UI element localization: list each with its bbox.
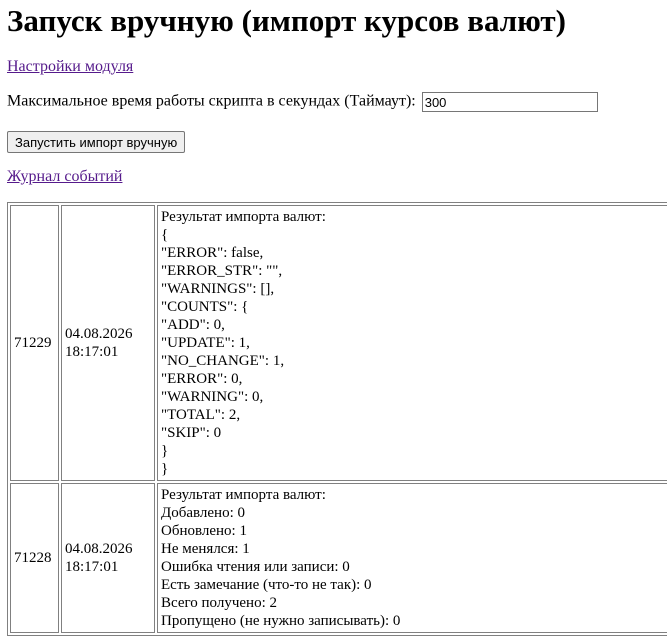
timeout-label: Максимальное время работы скрипта в секундах (Таймаут):: [7, 92, 416, 110]
message-line: Обновлено: 1: [161, 523, 247, 539]
message-line: Не менялся: 1: [161, 541, 250, 557]
message-line: "COUNTS": {: [161, 299, 249, 315]
event-datetime: [61, 483, 155, 633]
event-time: 18:17:01: [65, 344, 119, 360]
message-line: "WARNINGS": [],: [161, 281, 275, 297]
event-id: 71228: [10, 483, 59, 633]
event-datetime: [61, 205, 155, 481]
event-log-link[interactable]: Журнал событий: [7, 168, 123, 185]
message-line: "ERROR": false,: [161, 245, 264, 261]
message-line: Результат импорта валют:: [161, 209, 326, 225]
message-line: {: [161, 227, 169, 243]
event-date: 04.08.2026: [65, 326, 133, 342]
event-id: 71229: [10, 205, 59, 481]
event-date: 04.08.2026: [65, 541, 133, 557]
event-message: [157, 483, 667, 633]
table-row: [10, 483, 667, 633]
module-settings-link[interactable]: Настройки модуля: [7, 58, 134, 75]
message-line: }: [161, 461, 169, 477]
event-log-table: [7, 202, 667, 636]
event-time: 18:17:01: [65, 559, 119, 575]
message-line: Пропущено (не нужно записывать): 0: [161, 613, 401, 629]
message-line: "WARNING": 0,: [161, 389, 264, 405]
message-line: Добавлено: 0: [161, 505, 245, 521]
run-import-button[interactable]: Запустить импорт вручную: [7, 131, 185, 153]
message-line: "UPDATE": 1,: [161, 335, 250, 351]
table-row: [10, 205, 667, 481]
message-line: Всего получено: 2: [161, 595, 277, 611]
message-line: "ERROR_STR": "",: [161, 263, 283, 279]
message-line: Ошибка чтения или записи: 0: [161, 559, 350, 575]
message-line: "ERROR": 0,: [161, 371, 243, 387]
message-line: "SKIP": 0: [161, 425, 222, 441]
message-line: Результат импорта валют:: [161, 487, 326, 503]
timeout-row: [7, 92, 598, 112]
page-title: Запуск вручную (импорт курсов валют): [7, 3, 566, 38]
message-line: "TOTAL": 2,: [161, 407, 241, 423]
message-line: Есть замечание (что-то не так): 0: [161, 577, 372, 593]
event-message: [157, 205, 667, 481]
timeout-input[interactable]: [422, 92, 598, 112]
message-line: "NO_CHANGE": 1,: [161, 353, 285, 369]
message-line: }: [161, 443, 169, 459]
message-line: "ADD": 0,: [161, 317, 225, 333]
